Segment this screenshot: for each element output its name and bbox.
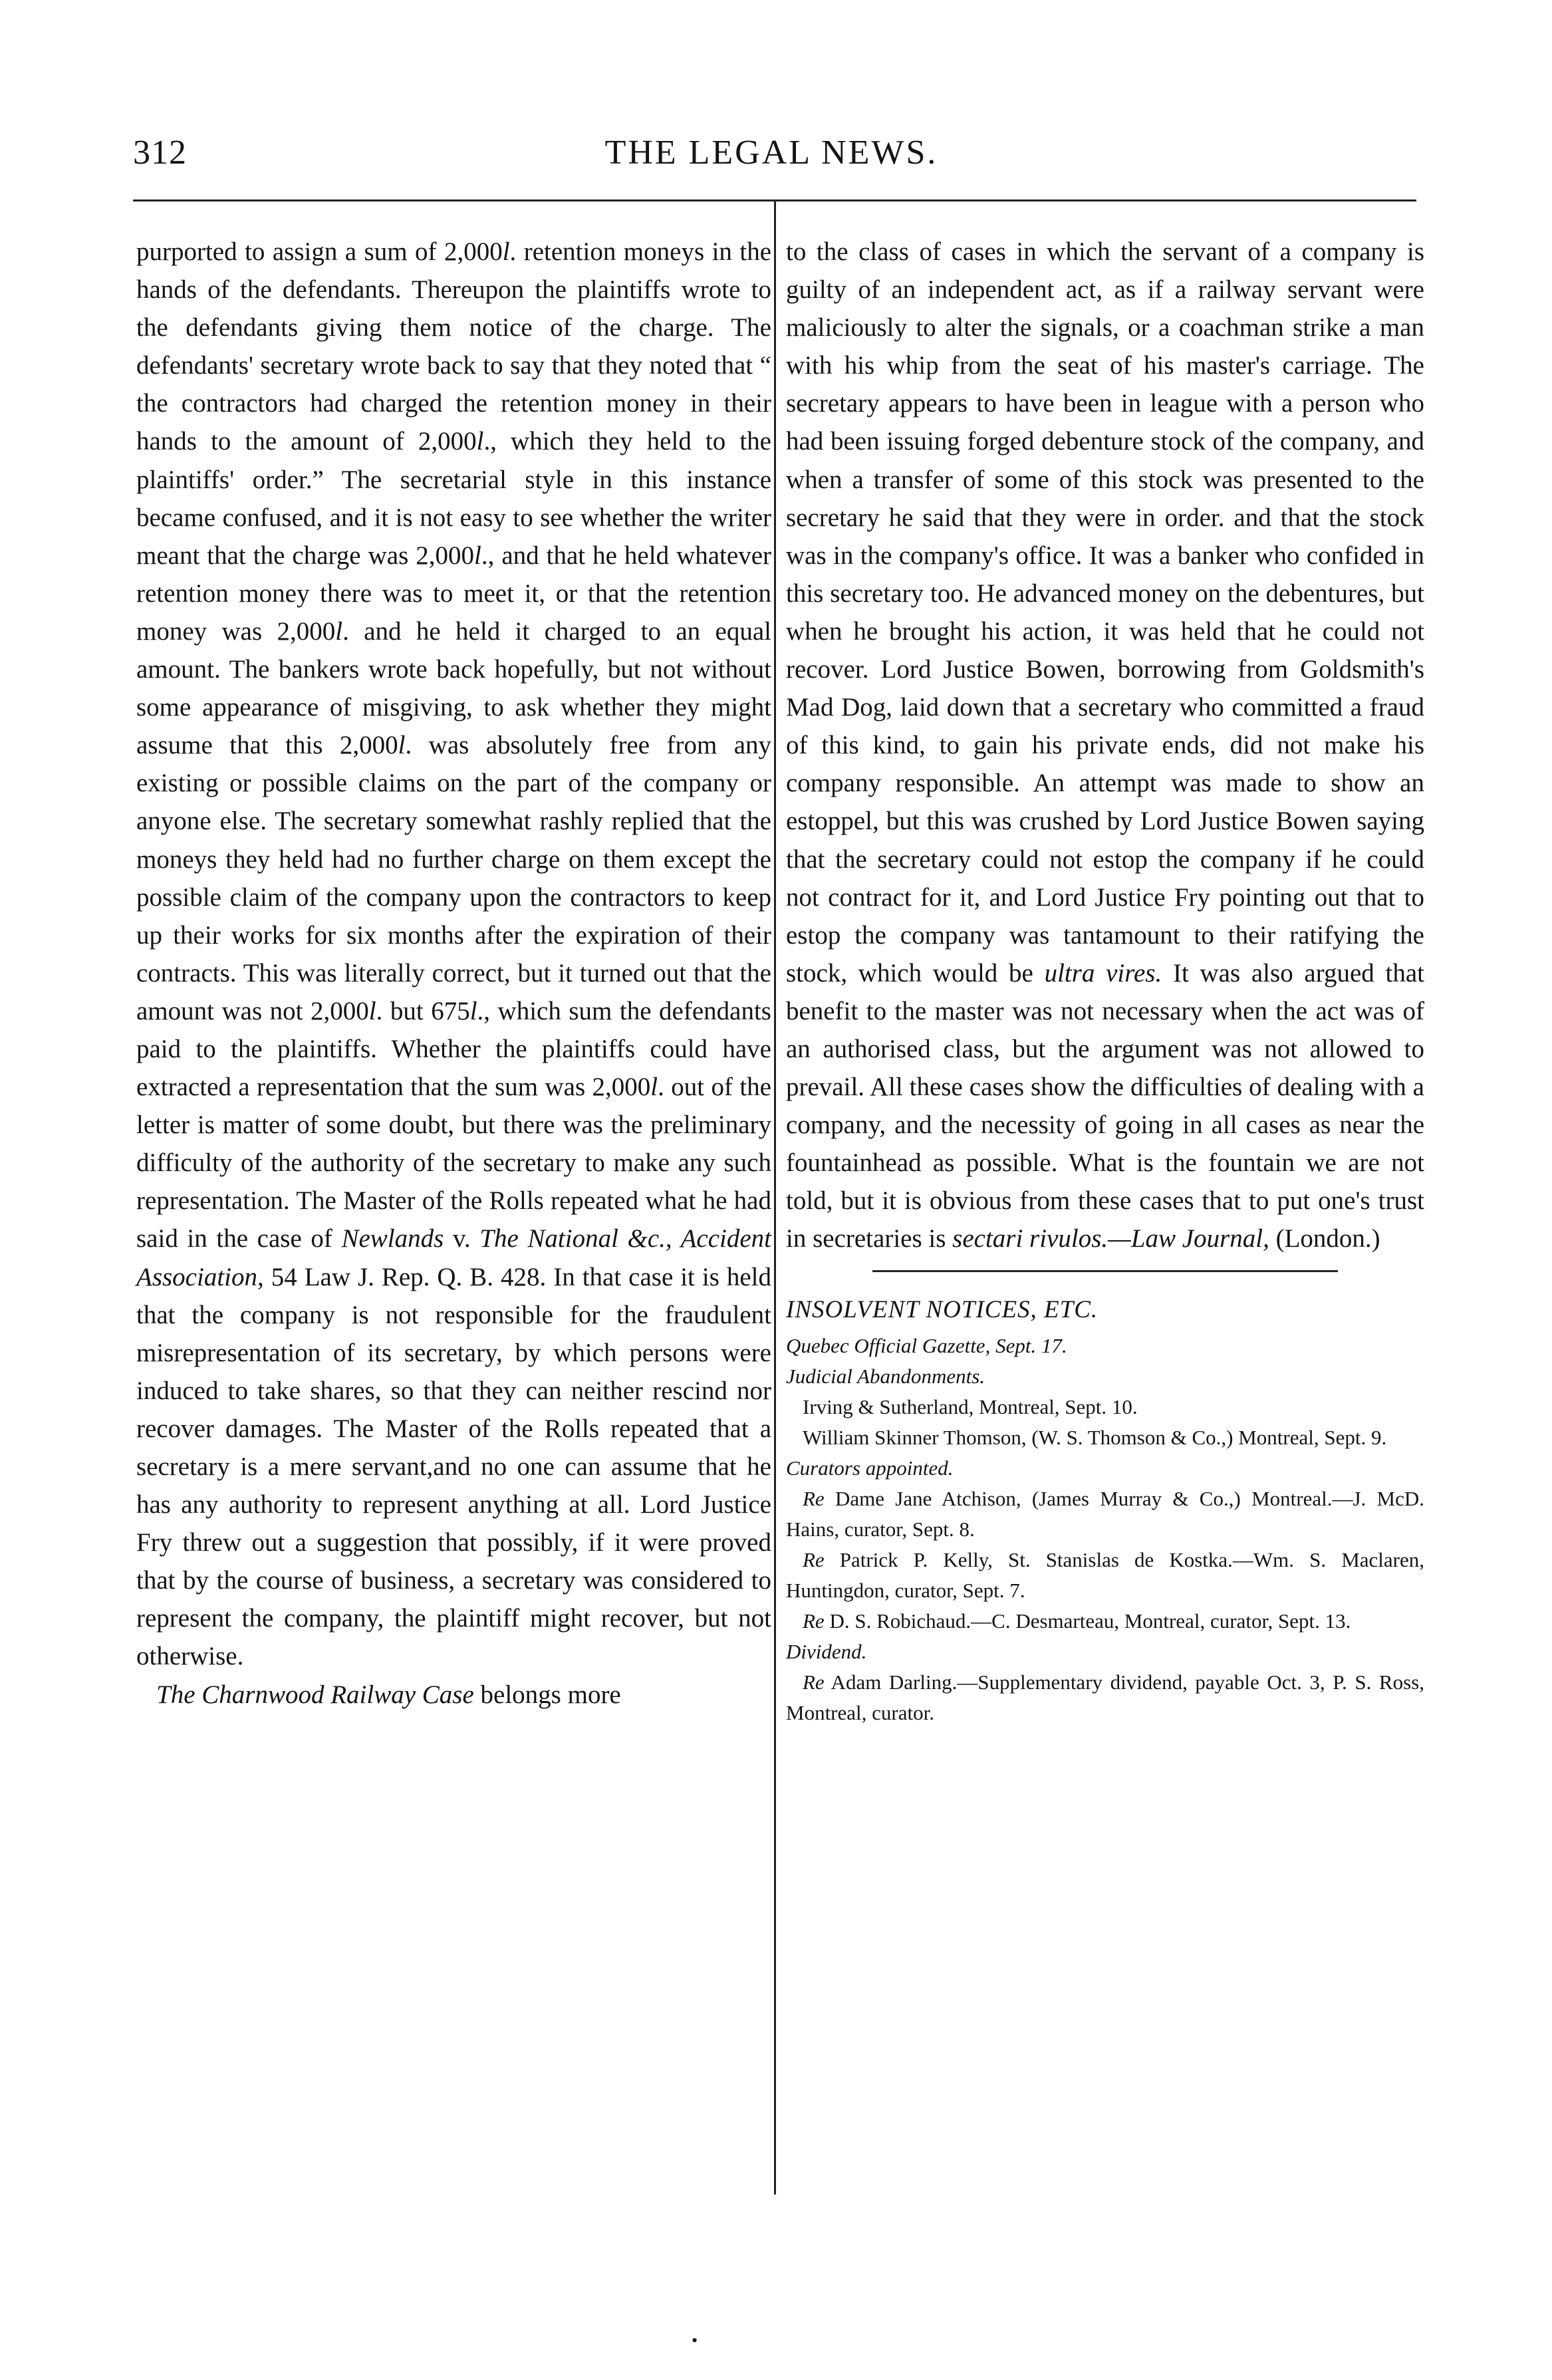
notice-entry: Re D. S. Robichaud.—C. Desmarteau, Montreal, curator, Sept. 13. — [803, 1609, 1351, 1633]
print-mark: • — [692, 2331, 698, 2350]
left-paragraph-2: The Charnwood Railway Case belongs more — [156, 1680, 621, 1709]
dividend-heading: Dividend. — [786, 1639, 867, 1663]
right-paragraph-1: to the class of cases in which the servant of a company is guilty of an independent act, as if a railway servant were maliciously to alter the signals, or a coachman strike a man with his whip from the seat of his master's carriage. The secretary appears to have been in league with a person who had been issuing forged debenture stock of the company, and when a transfer of some of this stock was presented to the secretary he said that they were in order. and that the stock was in the company's office. It was a banker who confided in this secretary too. He advanced money on the debentures, but when he brought his action, it was held that he could not recover. Lord Justice Bowen, borrowing from Goldsmith's Mad Dog, laid down that a secretary who committed a fraud of this kind, to gain his private ends, did not make his company responsible. An attempt was made to show an estoppel, but this was crushed by Lord Justice Bowen saying that the secretary could not estop the company if he could not contract for it, and Lord Justice Fry pointing out that to estop the company was tantamount to their ratifying the stock, which would be ultra vires. It was also argued that benefit to the master was not necessary when the act was of an authorised class, but the argument was not allowed to prevail. All these cases show the difficulties of dealing with a company, and the necessity of going in all cases as near the fountainhead as possible. What is the fountain we are not told, but it is obvious from these cases that to put one's trust in secretaries is sectari rivulos.—Law Journal, (London.) — [786, 237, 1425, 1254]
notice-entry: Re Adam Darling.—Supplementary dividend, payable Oct. 3, P. S. Ross, Montreal, curator. — [786, 1670, 1424, 1724]
notice-entry: Irving & Sutherland, Montreal, Sept. 10. — [803, 1394, 1138, 1418]
left-paragraph-1: purported to assign a sum of 2,000l. retention moneys in the hands of the defendants. Thereupon the plaintiffs wrote to the defendants giving them notice of the charge. The defendants' secretary wrote back to say that they noted that “ the contractors had charged the retention money in their hands to the amount of 2,000l., which they held to the plaintiffs' order.” The secretarial style in this instance became confused, and it is not easy to see whether the writer meant that the charge was 2,000l., and that he held whatever retention money there was to meet it, or that the retention money was 2,000l. and he held it charged to an equal amount. The bankers wrote back hopefully, but not without some appearance of misgiving, to ask whether they might assume that this 2,000l. was absolutely free from any existing or possible claims on the part of the company or anyone else. The secretary somewhat rashly replied that the moneys they held had no further charge on them except the possible claim of the company upon the contractors to keep up their works for six months after the expiration of their contracts. This was literally correct, but it turned out that the amount was not 2,000l. but 675l., which sum the defendants paid to the plaintiffs. Whether the plaintiffs could have extracted a representation that the sum was 2,000l. out of the letter is matter of some doubt, but there was the preliminary difficulty of the authority of the secretary to make any such representation. The Master of the Rolls repeated what he had said in the case of Newlands v. The National &c., Accident Association, 54 Law J. Rep. Q. B. 428. In that case it is held that the company is not responsible for the fraudulent misrepresentation of its secretary, by which persons were induced to take shares, so that they can neither rescind nor recover damages. The Master of the Rolls repeated that a secretary is a mere servant,and no one can assume that he has any authority to represent anything at all. Lord Justice Fry threw out a suggestion that possibly, if it were proved that by the course of business, a secretary was considered to represent the company, the plaintiff might recover, but not otherwise. — [136, 237, 772, 1671]
insolvent-notices-section — [786, 1295, 1424, 1728]
page-number: 312 — [133, 134, 187, 172]
source-citation: sectari rivulos.—Law Journal, — [952, 1224, 1269, 1254]
case-name-charnwood: The Charnwood Railway Case — [156, 1680, 474, 1709]
curators-appointed-heading: Curators appointed. — [786, 1456, 954, 1480]
notices-heading: INSOLVENT NOTICES, ETC. — [786, 1295, 1099, 1323]
left-column — [136, 233, 771, 1714]
notice-entry: Re Patrick P. Kelly, St. Stanislas de Kostka.—Wm. S. Maclaren, Huntingdon, curator, Sept. 7. — [786, 1547, 1424, 1602]
notice-entry: William Skinner Thomson, (W. S. Thomson & Co.,) Montreal, Sept. 9. — [803, 1425, 1387, 1449]
column-divider — [774, 199, 776, 2194]
case-name-newlands: Newlands — [341, 1224, 444, 1254]
ultra-vires-phrase: ultra vires. — [1044, 958, 1162, 988]
notice-entry: Re Dame Jane Atchison, (James Murray & Co.,) Montreal.—J. McD. Hains, curator, Sept. 8. — [786, 1486, 1424, 1541]
case-name-national-accident: The National &c., Accident Association — [136, 1224, 772, 1291]
notices-divider — [872, 1270, 1338, 1272]
right-column — [786, 233, 1424, 1728]
judicial-abandonments-heading: Judicial Abandonments. — [786, 1364, 985, 1388]
gazette-reference: Quebec Official Gazette, Sept. 17. — [786, 1333, 1067, 1357]
running-title: THE LEGAL NEWS. — [604, 134, 938, 172]
